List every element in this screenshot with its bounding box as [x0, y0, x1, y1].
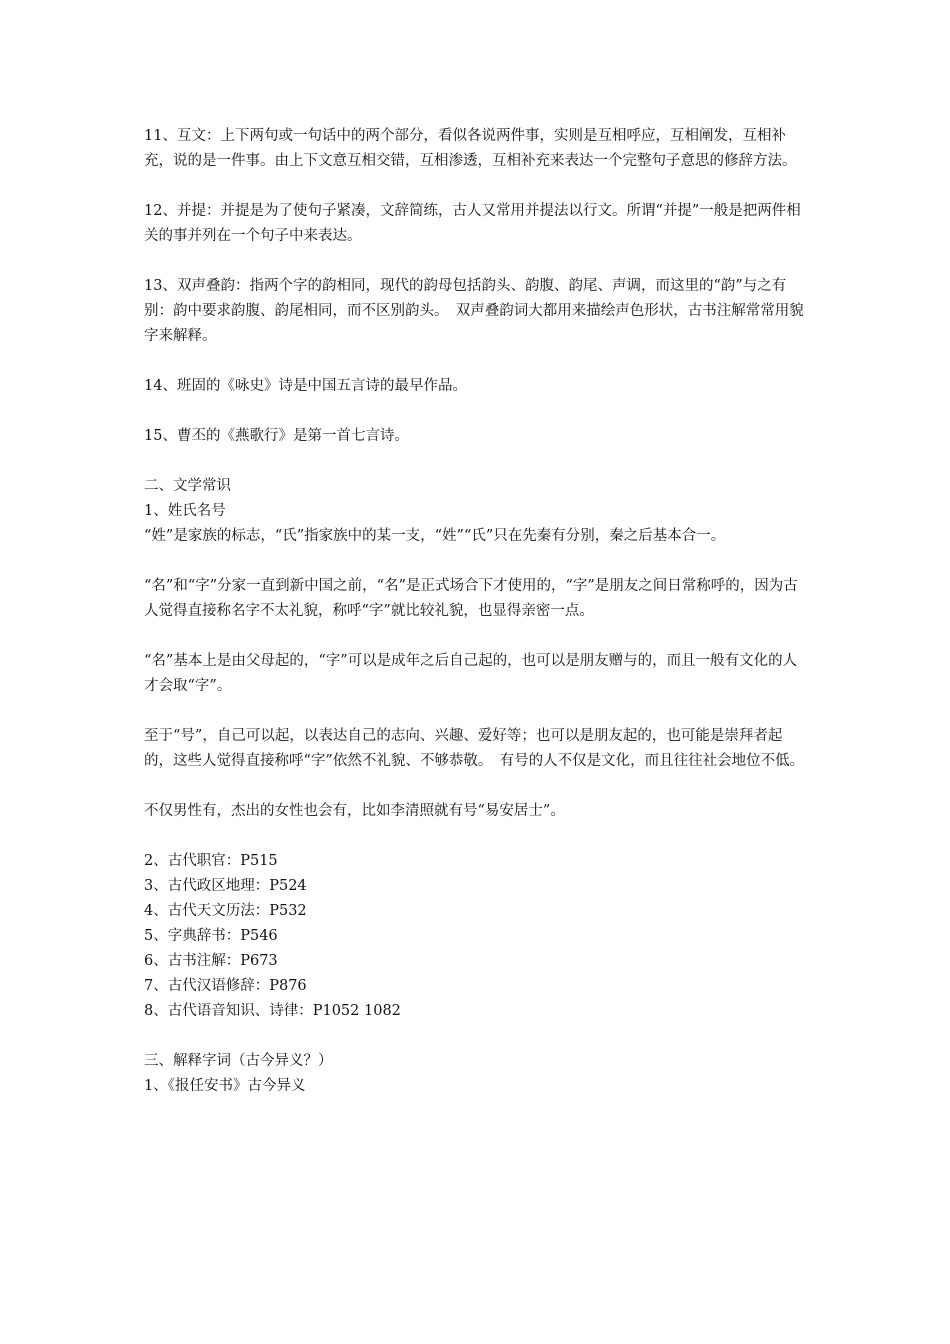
section-heading-literature: 二、文学常识	[144, 478, 231, 494]
subheading-surname-names: 1、姓氏名号	[144, 503, 226, 519]
list-item: 8、古代语音知识、诗律：P1052 1082	[144, 1003, 401, 1019]
paragraph-hao: 至于“号”，自己可以起，以表达自己的志向、兴趣、爱好等；也可以是朋友起的，也可能是崇拜者起的，这些人觉得直接称呼“字”依然不礼貌、不够恭敬。 有号的人不仅是文化，而且往往社会地位不低。	[144, 728, 805, 769]
subheading-baorenanshu: 1、《报任安书》古今异义	[144, 1078, 306, 1094]
paragraph-shuangsheng-dieyun: 13、双声叠韵：指两个字的韵相同，现代的韵母包括韵头、韵腹、韵尾、声调，而这里的“韵”与之有别：韵中要求韵腹、韵尾相同，而不区别韵头。 双声叠韵词大都用来描绘声色形状，古书注解常常用貌字来解释。	[144, 278, 804, 344]
list-item: 7、古代汉语修辞：P876	[144, 978, 307, 994]
paragraph-bingti: 12、并提：并提是为了使句子紧凑，文辞简练，古人又常用并提法以行文。所谓“并提”一般是把两件相关的事并列在一个句子中来表达。	[144, 203, 801, 244]
paragraph-huwen: 11、互文：上下两句或一句话中的两个部分，看似各说两件事，实则是互相呼应，互相阐发，互相补充，说的是一件事。由上下文意互相交错，互相渗透，互相补充来表达一个完整句子意思的修辞方法。	[144, 128, 797, 169]
list-item: 2、古代职官：P515	[144, 853, 278, 869]
paragraph-ming-zi: “名”和“字”分家一直到新中国之前，“名”是正式场合下才使用的，“字”是朋友之间日常称呼的，因为古人觉得直接称名字不太礼貌，称呼“字”就比较礼貌，也显得亲密一点。	[144, 578, 798, 619]
paragraph-li-qingzhao: 不仅男性有，杰出的女性也会有，比如李清照就有号“易安居士”。	[144, 803, 565, 819]
list-item: 5、字典辞书：P546	[144, 928, 278, 944]
list-item: 4、古代天文历法：P532	[144, 903, 307, 919]
paragraph-ming-origin: “名”基本上是由父母起的，“字”可以是成年之后自己起的，也可以是朋友赠与的，而且一般有文化的人才会取“字”。	[144, 653, 798, 694]
list-item: 6、古书注解：P673	[144, 953, 278, 969]
document-body	[144, 124, 808, 1099]
list-item: 3、古代政区地理：P524	[144, 878, 307, 894]
paragraph-banggu-yongshi: 14、班固的《咏史》诗是中国五言诗的最早作品。	[144, 378, 467, 394]
paragraph-xing-shi: “姓”是家族的标志，“氏”指家族中的某一支，“姓”“氏”只在先秦有分别，秦之后基本合一。	[144, 528, 726, 544]
reference-list	[144, 849, 808, 1024]
section-heading-word-explanation: 三、解释字词（古今异义？）	[144, 1053, 333, 1069]
paragraph-caopi-yangexing: 15、曹丕的《燕歌行》是第一首七言诗。	[144, 428, 409, 444]
